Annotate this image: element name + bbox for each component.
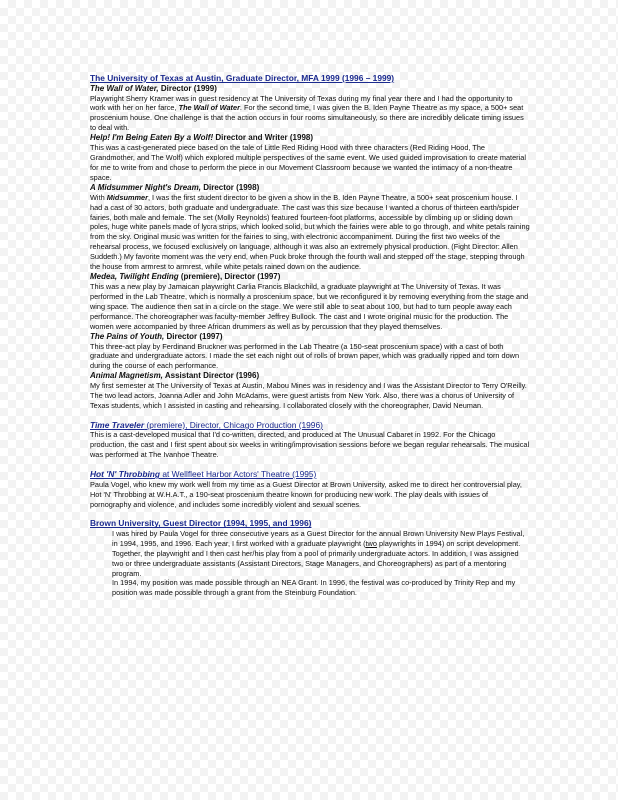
section-body: In 1994, my position was made possible through an NEA Grant. In 1996, the festival was co-produced by Trinity Rep and my position was made possible through a grant from the Steinburg Foundation. bbox=[112, 578, 516, 598]
entry-body: Playwright Sherry Kramer was in guest residency at The University of Texas during my final year there and I had the opportunity to work with her on her farce, The Wall of Water. For the second time, I was given the B. Iden Payne Theatre as my space, a 500+ seat proscenium house. One challenge is that the action occurs in four rooms simultaneously, so there are incredibly delicate timing issues to deal with. bbox=[90, 93, 524, 133]
entry-role: Director (1999) bbox=[160, 83, 217, 93]
entry-title: Animal Magnetism, bbox=[90, 371, 163, 381]
section-body: Paula Vogel, who knew my work well from my time as a Guest Director at Brown University, asked me to direct her controversial play, Hot 'N' Throbbing at W.H.A.T., a 190-seat proscenium theatre known for producing new work. The play deals with issues of pornography and violence, and includes some incredibly violent and sexual scenes. bbox=[90, 479, 522, 509]
entry-title: The Wall of Water, bbox=[90, 83, 159, 93]
entry-heading bbox=[90, 183, 530, 193]
section-time-traveler bbox=[90, 420, 530, 460]
entry-title: Medea, Twilight Ending bbox=[90, 272, 179, 281]
entry-heading bbox=[90, 332, 530, 342]
entry-role: Director and Writer (1998) bbox=[215, 133, 314, 143]
entry-role: (premiere), Director (1997) bbox=[180, 272, 281, 281]
entry-heading bbox=[90, 371, 530, 381]
entry-body: This was a new play by Jamaican playwright Carlia Francis Blackchild, a graduate playwright at The University of Texas. It was performed in the Lab Theatre, which is normally a proscenium space, but we reconfigured it by removing everything from the stage and wing space. The audience then sat in a circle on the stage. We were still able to seat about 100, but had to turn people away each performance. The choreographer was faculty-member Jeffrey Bullock. The cast and I wrote original music for the production. The women were accompanied by three African drummers as well as by percussion that they played themselves. bbox=[90, 282, 529, 331]
section-brown-university bbox=[90, 518, 530, 598]
entry-title: The Pains of Youth, bbox=[90, 331, 165, 341]
entry-body: With Midsummer, I was the first student director to be given a show in the B. Iden Payne Theatre, a 500+ seat proscenium house. I had a cast of 30 actors, both graduate and undergraduate. The cast was this size because I wanted a chorus of thirteen earth/spider fairies, both male and female. The set (Molly Reynolds) featured fourteen-foot platforms, accessible by climbing up or sliding down poles, huge white panels made of lycra strips, which looked solid, but which the fairies were able to go through, and white petals raining from the sky. Original music was written for the fairies to sing, with electronic accompaniment. During the first two weeks of the rehearsal process, we focused exclusively on language, although it was also an extremely physical production. (Fight Director: Allen Suddeth.) My favorite moment was the very end, when Puck broke through the fourth wall and stepped off the stage, stepping through the house from armrest to armrest, while white petals rained down on the audience. bbox=[90, 192, 530, 272]
section-title: Hot 'N' Throbbing at Wellfleet Harbor Actors' Theatre (1995) bbox=[90, 469, 317, 480]
entry-role: Assistant Director (1996) bbox=[164, 371, 260, 381]
entry-title: Help! I'm Being Eaten By a Wolf! bbox=[90, 133, 214, 143]
section-body: This is a cast-developed musical that I'd co-written, directed, and produced at The Unusual Cabaret in 1992. For the Chicago production, the cast and I first spent about six weeks in writing/improvisation sessions before we began regular rehearsals. The musical was performed at The Ivanhoe Theatre. bbox=[90, 430, 530, 460]
document-body bbox=[90, 73, 530, 598]
section-hot-n-throbbing bbox=[90, 469, 530, 509]
entry-heading bbox=[90, 272, 530, 282]
entry-body: This three-act play by Ferdinand Bruckner was performed in the Lab Theatre (a 150-seat proscenium space) with a cast of both graduate and undergraduate actors. I made the set each night out of rolls of brown paper, which was gradually ripped and torn down during the course of each performance. bbox=[90, 341, 520, 371]
entry-body: My first semester at The University of Texas at Austin, Mabou Mines was in residency and I was the Assistant Director to Terry O'Reilly. The two lead actors, Joanna Adler and John McAdams, were guest artists from New York. Also, there was a chorus of University of Texas students, which I assisted in casting and rehearsing. I collaborated closely with the choreographer, David Neuman. bbox=[90, 381, 527, 411]
entry-heading bbox=[90, 84, 530, 94]
section-university-of-texas bbox=[90, 73, 530, 411]
entry-role: Director (1997) bbox=[166, 331, 223, 341]
entry-title: A Midsummer Night's Dream, bbox=[90, 182, 201, 192]
section-title: The University of Texas at Austin, Graduate Director, MFA 1999 (1996 – 1999) bbox=[90, 73, 395, 83]
section-body: I was hired by Paula Vogel for three consecutive years as a Guest Director for the annual Brown University New Plays Festival, in 1994, 1995, and 1996. Each year, I first worked with a graduate playwright (two playwrights in 1994) on script development. Together, the playwright and I then cast her/his play from a pool of primarily undergraduate actors. In addition, I was assigned two or three undergraduate assistants (Assistant Directors, Stage Managers, and Choreographers) as part of a mentoring program. bbox=[112, 528, 525, 578]
entry-role: Director (1998) bbox=[203, 182, 260, 192]
section-title: Brown University, Guest Director (1994, 1995, and 1996) bbox=[90, 518, 312, 529]
entry-heading bbox=[90, 133, 530, 143]
entry-body: This was a cast-generated piece based on the tale of Little Red Riding Hood with three characters (Red Riding Hood, The Grandmother, and The Wolf) which explored multiple perspectives of the same event. We used guided improvisation to create material for me to write from and chose to perform the piece in our Movement Classroom because we wanted the intimacy of a non-theatre space. bbox=[90, 143, 526, 182]
section-title: Time Traveler (premiere), Director, Chicago Production (1996) bbox=[90, 419, 323, 430]
